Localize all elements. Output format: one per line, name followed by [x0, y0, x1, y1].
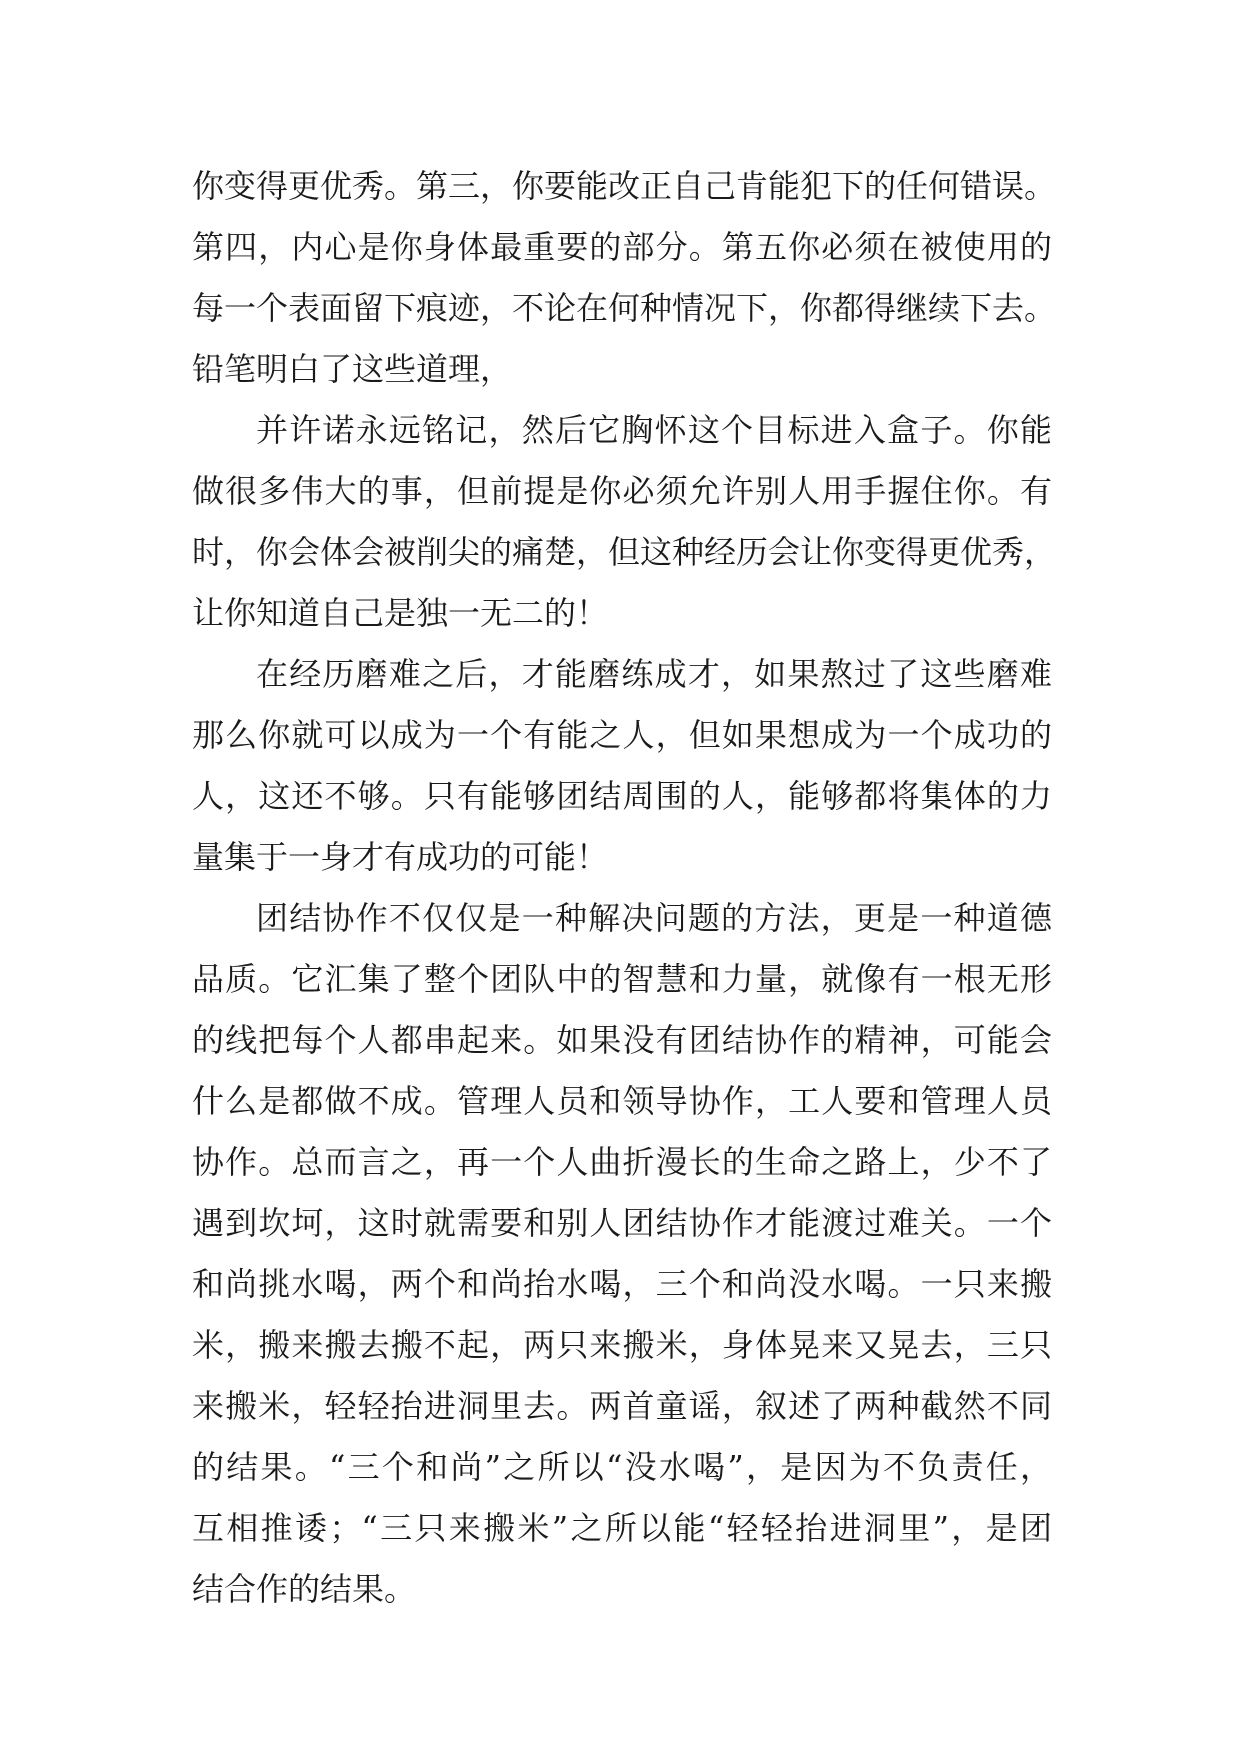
text-line: 结合作的结果。: [192, 1570, 417, 1608]
text-line: 第四，内心是你身体最重要的部分。第五你必须在被使用的: [192, 228, 1052, 266]
text-line: 米，搬来搬去搬不起，两只来搬米，身体晃来又晃去，三只: [192, 1326, 1052, 1364]
text-line: 那么你就可以成为一个有能之人，但如果想成为一个成功的: [192, 716, 1052, 754]
text-line: 来搬米，轻轻抬进洞里去。两首童谣，叙述了两种截然不同: [192, 1387, 1052, 1425]
text-line: 做很多伟大的事，但前提是你必须允许别人用手握住你。有: [192, 472, 1052, 510]
text-line: 在经历磨难之后，才能磨练成才，如果熬过了这些磨难: [256, 655, 1052, 693]
document-body: [192, 156, 1057, 1620]
text-line: 和尚挑水喝，两个和尚抬水喝，三个和尚没水喝。一只来搬: [192, 1265, 1052, 1303]
paragraph: [192, 156, 1057, 400]
paragraph: [192, 644, 1052, 888]
paragraph: [192, 888, 1052, 1620]
text-line: 你变得更优秀。第三，你要能改正自己肯能犯下的任何错误。: [192, 167, 1057, 205]
text-line: 互相推诿；“三只来搬米”之所以能“轻轻抬进洞里”，是团: [192, 1509, 1052, 1547]
text-line: 什么是都做不成。管理人员和领导协作，工人要和管理人员: [192, 1082, 1052, 1120]
text-line: 每一个表面留下痕迹，不论在何种情况下，你都得继续下去。: [192, 289, 1057, 327]
text-line: 的线把每个人都串起来。如果没有团结协作的精神，可能会: [192, 1021, 1052, 1059]
text-line: 团结协作不仅仅是一种解决问题的方法，更是一种道德: [256, 899, 1052, 937]
text-line: 量集于一身才有成功的可能！: [192, 838, 609, 876]
text-line: 人，这还不够。只有能够团结周围的人，能够都将集体的力: [192, 777, 1052, 815]
text-line: 铅笔明白了这些道理，: [192, 350, 513, 388]
text-line: 让你知道自己是独一无二的！: [192, 594, 609, 632]
paragraph: [192, 400, 1057, 644]
text-line: 协作。总而言之，再一个人曲折漫长的生命之路上，少不了: [192, 1143, 1052, 1181]
text-line: 的结果。“三个和尚”之所以“没水喝”，是因为不负责任，: [192, 1448, 1052, 1486]
text-line: 时，你会体会被削尖的痛楚，但这种经历会让你变得更优秀，: [192, 533, 1057, 571]
text-line: 并许诺永远铭记，然后它胸怀这个目标进入盒子。你能: [256, 411, 1052, 449]
text-line: 品质。它汇集了整个团队中的智慧和力量，就像有一根无形: [192, 960, 1052, 998]
text-line: 遇到坎坷，这时就需要和别人团结协作才能渡过难关。一个: [192, 1204, 1052, 1242]
